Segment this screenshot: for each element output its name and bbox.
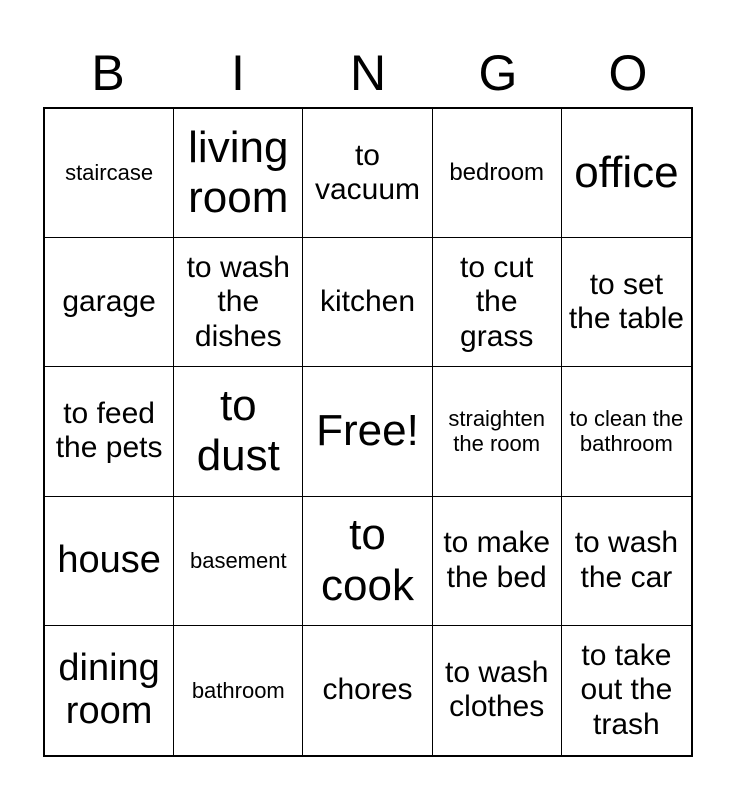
bingo-cell[interactable]: staircase: [45, 109, 174, 238]
bingo-cell[interactable]: bathroom: [174, 626, 303, 755]
bingo-header: [43, 38, 693, 108]
header-letter-n: N: [349, 45, 387, 101]
bingo-cell[interactable]: to feed the pets: [45, 367, 174, 496]
bingo-cell[interactable]: to wash the car: [562, 497, 691, 626]
bingo-cell[interactable]: to set the table: [562, 238, 691, 367]
header-letter-o: O: [608, 45, 648, 101]
bingo-cell[interactable]: garage: [45, 238, 174, 367]
bingo-cell[interactable]: to dust: [174, 367, 303, 496]
bingo-cell[interactable]: to vacuum: [303, 109, 432, 238]
header-letter-b: B: [91, 45, 125, 101]
bingo-cell[interactable]: office: [562, 109, 691, 238]
bingo-cell[interactable]: to cook: [303, 497, 432, 626]
bingo-cell[interactable]: to make the bed: [433, 497, 562, 626]
bingo-cell[interactable]: to wash the dishes: [174, 238, 303, 367]
bingo-cell[interactable]: to wash clothes: [433, 626, 562, 755]
bingo-cell[interactable]: bedroom: [433, 109, 562, 238]
bingo-cell[interactable]: house: [45, 497, 174, 626]
bingo-cell[interactable]: to take out the trash: [580, 638, 673, 741]
bingo-cell[interactable]: living room: [174, 109, 303, 238]
bingo-cell[interactable]: kitchen: [303, 238, 432, 367]
header-letter-i: I: [231, 45, 245, 101]
bingo-cell[interactable]: to clean the bathroom: [562, 367, 691, 496]
bingo-board: [43, 107, 693, 757]
header-letter-g: G: [478, 45, 518, 101]
bingo-cell[interactable]: chores: [303, 626, 432, 755]
bingo-cell[interactable]: to cut the grass: [433, 238, 562, 367]
bingo-cell[interactable]: dining room: [45, 626, 174, 755]
bingo-cell-free[interactable]: Free!: [303, 367, 432, 496]
bingo-cell[interactable]: straighten the room: [433, 367, 562, 496]
bingo-cell[interactable]: basement: [174, 497, 303, 626]
